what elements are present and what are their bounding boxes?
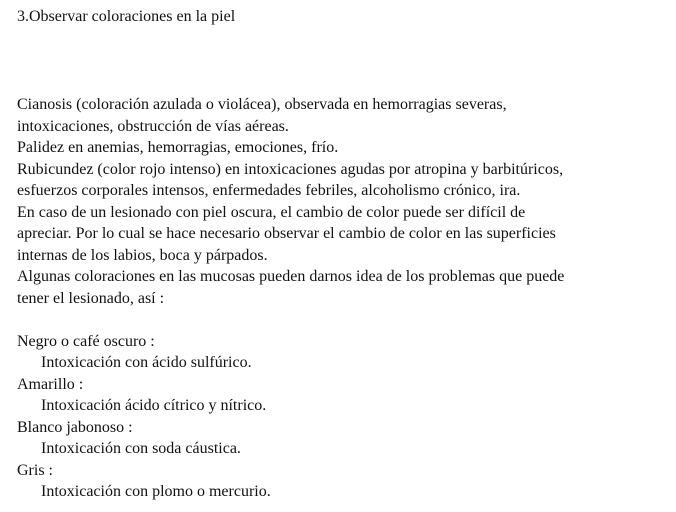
paragraph-line: tener el lesionado, así : [17, 289, 165, 307]
paragraph-line: esfuerzos corporales intensos, enfermedades febriles, alcoholismo crónico, ira. [17, 182, 521, 199]
coloration-label: Amarillo : [17, 375, 84, 393]
blank-line [17, 309, 669, 331]
coloration-meaning: Intoxicación ácido cítrico y nítrico. [41, 397, 267, 414]
document-body [17, 94, 669, 503]
coloration-label: Blanco jabonoso : [17, 418, 133, 436]
paragraph-line: intoxicaciones, obstrucción de vías aéreas. [17, 117, 289, 135]
paragraph-line: internas de los labios, boca y párpados. [17, 246, 268, 264]
paragraph-line: apreciar. Por lo cual se hace necesario observar el cambio de color en las superficies [17, 225, 556, 242]
paragraph-line: Algunas coloraciones en las mucosas pueden darnos idea de los problemas que puede [17, 268, 565, 285]
section-heading: 3.Observar coloraciones en la piel [17, 8, 236, 25]
coloration-meaning: Intoxicación con ácido sulfúrico. [41, 354, 252, 371]
coloration-label: Negro o café oscuro : [17, 332, 155, 350]
paragraph-line: Cianosis (coloración azulada o violácea), observada en hemorragias severas, [17, 96, 507, 113]
paragraph-line: Rubicundez (color rojo intenso) en intoxicaciones agudas por atropina y barbitúricos, [17, 160, 564, 178]
coloration-meaning: Intoxicación con plomo o mercurio. [41, 483, 271, 500]
paragraph-line: Palidez en anemias, hemorragias, emociones, frío. [17, 139, 339, 156]
coloration-label: Gris : [17, 461, 53, 479]
paragraph-line: En caso de un lesionado con piel oscura, el cambio de color puede ser difícil de [17, 203, 526, 221]
coloration-meaning: Intoxicación con soda cáustica. [41, 440, 241, 457]
